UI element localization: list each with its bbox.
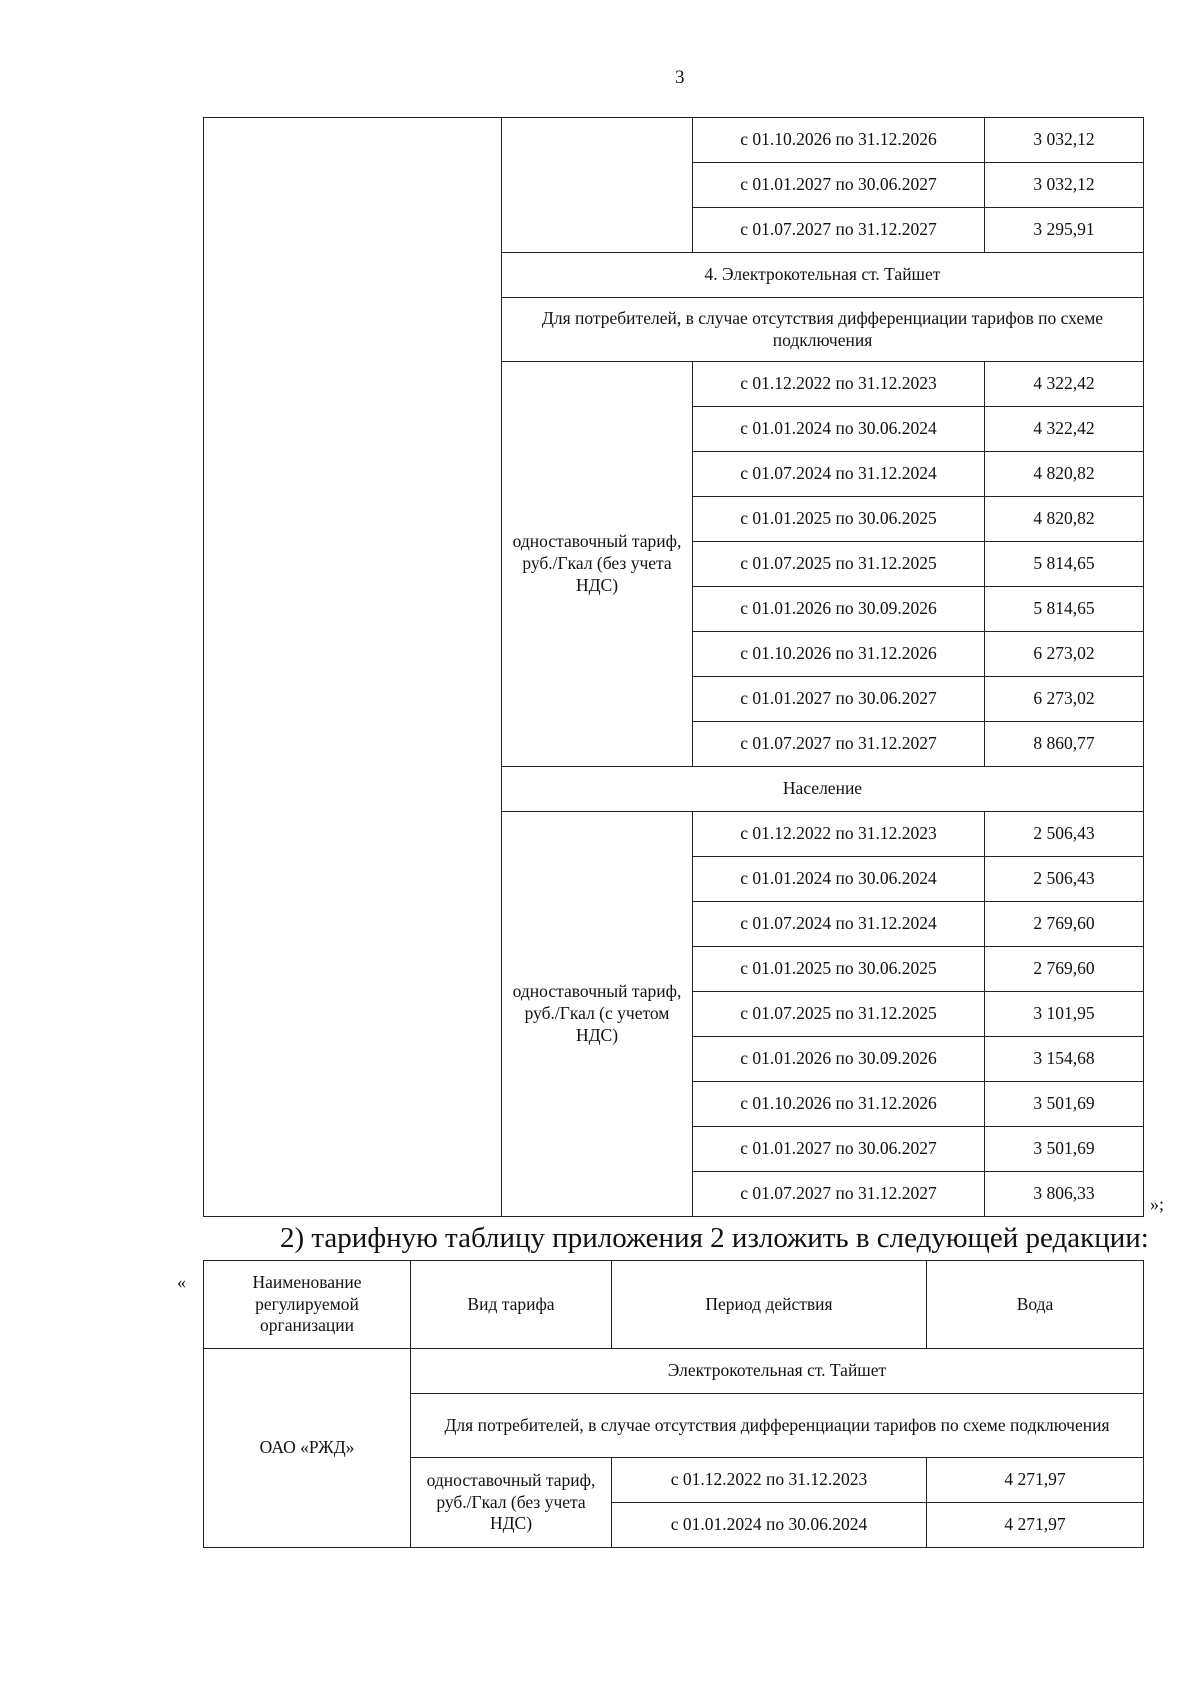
period-cell: с 01.01.2027 по 30.06.2027 (693, 1127, 985, 1172)
consumers-heading: Для потребителей, в случае отсутствия дифференциации тарифов по схеме подключения (411, 1394, 1144, 1458)
value-cell: 4 820,82 (985, 497, 1144, 542)
period-cell: с 01.01.2025 по 30.06.2025 (693, 947, 985, 992)
value-cell: 2 506,43 (985, 812, 1144, 857)
value-cell: 3 501,69 (985, 1127, 1144, 1172)
period-cell: с 01.12.2022 по 31.12.2023 (693, 362, 985, 407)
period-cell: с 01.07.2027 по 31.12.2027 (693, 1172, 985, 1217)
period-cell: с 01.01.2027 по 30.06.2027 (693, 163, 985, 208)
value-cell: 4 271,97 (927, 1458, 1144, 1503)
value-cell: 8 860,77 (985, 722, 1144, 767)
value-cell: 5 814,65 (985, 587, 1144, 632)
value-cell: 3 154,68 (985, 1037, 1144, 1082)
section-title: Электрокотельная ст. Тайшет (411, 1349, 1144, 1394)
column-header: Наименование регулируемой организации (204, 1261, 411, 1349)
value-cell: 3 032,12 (985, 118, 1144, 163)
period-cell: с 01.07.2027 по 31.12.2027 (693, 722, 985, 767)
value-cell: 3 101,95 (985, 992, 1144, 1037)
period-cell: с 01.01.2026 по 30.09.2026 (693, 1037, 985, 1082)
paragraph-text: 2) тарифную таблицу приложения 2 изложить в следующей редакции: (280, 1222, 1149, 1254)
period-cell: с 01.07.2025 по 31.12.2025 (693, 992, 985, 1037)
period-cell: с 01.07.2024 по 31.12.2024 (693, 902, 985, 947)
value-cell: 3 501,69 (985, 1082, 1144, 1127)
column-header: Вода (927, 1261, 1144, 1349)
tariff-type-cell: одноставочный тариф, руб./Гкал (с учетом НДС) (502, 812, 693, 1217)
value-cell: 4 322,42 (985, 362, 1144, 407)
period-cell: с 01.10.2026 по 31.12.2026 (693, 632, 985, 677)
opening-quote: « (177, 1272, 186, 1292)
value-cell: 4 322,42 (985, 407, 1144, 452)
tariff-type-cell: одноставочный тариф, руб./Гкал (без учета НДС) (502, 362, 693, 767)
section-title-row (204, 1349, 1144, 1394)
value-cell: 4 820,82 (985, 452, 1144, 497)
value-cell: 3 806,33 (985, 1172, 1144, 1217)
period-cell: с 01.07.2025 по 31.12.2025 (693, 542, 985, 587)
column-header: Период действия (612, 1261, 927, 1349)
period-cell: с 01.01.2025 по 30.06.2025 (693, 497, 985, 542)
value-cell: 6 273,02 (985, 632, 1144, 677)
value-cell: 2 769,60 (985, 902, 1144, 947)
header-row (204, 1261, 1144, 1349)
value-cell: 3 295,91 (985, 208, 1144, 253)
period-cell: с 01.01.2026 по 30.09.2026 (693, 587, 985, 632)
organization-cell-empty (204, 118, 502, 1217)
period-cell: с 01.12.2022 по 31.12.2023 (612, 1458, 927, 1503)
period-cell: с 01.01.2024 по 30.06.2024 (693, 407, 985, 452)
value-cell: 2 769,60 (985, 947, 1144, 992)
tariff-type-cell-empty (502, 118, 693, 253)
value-cell: 6 273,02 (985, 677, 1144, 722)
period-cell: с 01.12.2022 по 31.12.2023 (693, 812, 985, 857)
tariff-table-appendix-2 (203, 1260, 1144, 1548)
column-header: Вид тарифа (411, 1261, 612, 1349)
period-cell: с 01.01.2024 по 30.06.2024 (612, 1503, 927, 1548)
value-cell: 2 506,43 (985, 857, 1144, 902)
period-cell: с 01.01.2024 по 30.06.2024 (693, 857, 985, 902)
tariff-table-continued (203, 117, 1144, 1217)
organization-cell: ОАО «РЖД» (204, 1349, 411, 1548)
section-title: 4. Электрокотельная ст. Тайшет (502, 253, 1144, 298)
value-cell: 3 032,12 (985, 163, 1144, 208)
consumers-heading: Для потребителей, в случае отсутствия дифференциации тарифов по схеме подключения (502, 298, 1144, 362)
period-cell: с 01.10.2026 по 31.12.2026 (693, 118, 985, 163)
period-cell: с 01.07.2027 по 31.12.2027 (693, 208, 985, 253)
closing-quote: »; (1150, 1194, 1165, 1214)
period-cell: с 01.01.2027 по 30.06.2027 (693, 677, 985, 722)
page-number: 3 (675, 67, 685, 88)
value-cell: 4 271,97 (927, 1503, 1144, 1548)
period-cell: с 01.07.2024 по 31.12.2024 (693, 452, 985, 497)
period-cell: с 01.10.2026 по 31.12.2026 (693, 1082, 985, 1127)
tariff-type-cell: одноставочный тариф, руб./Гкал (без учета НДС) (411, 1458, 612, 1548)
table-row (204, 118, 1144, 163)
value-cell: 5 814,65 (985, 542, 1144, 587)
population-heading: Население (502, 767, 1144, 812)
